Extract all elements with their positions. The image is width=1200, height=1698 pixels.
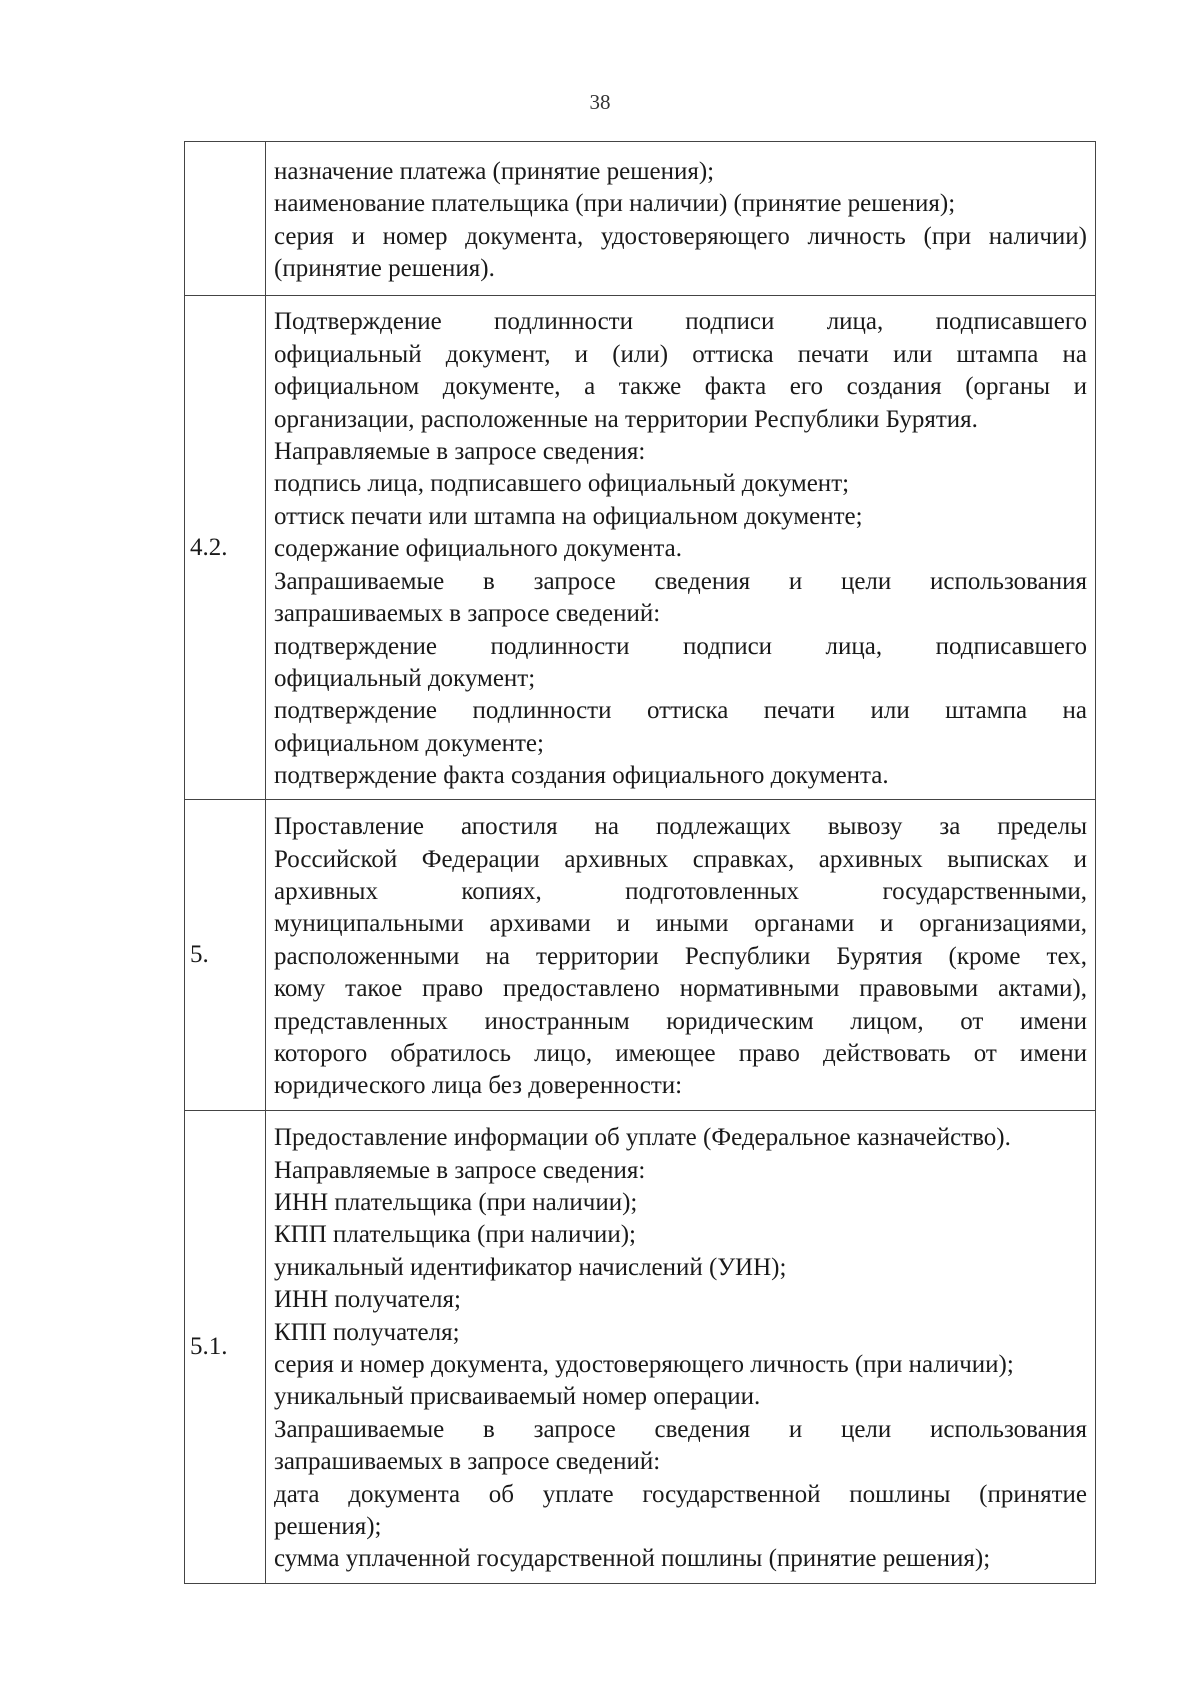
table-row xyxy=(185,142,1096,296)
text-line: подпись лица, подписавшего официальный документ; xyxy=(274,470,850,498)
text-line: архивных копиях, подготовленных государственными, xyxy=(274,877,1087,905)
text-line: КПП получателя; xyxy=(274,1318,460,1346)
text-line: решения); xyxy=(274,1513,382,1541)
row-content-cell xyxy=(266,296,1096,800)
text-line: подтверждение факта создания официального документа. xyxy=(274,762,889,790)
text-line: Подтверждение подлинности подписи лица, подписавшего xyxy=(274,308,1087,336)
text-line: подтверждение подлинности оттиска печати или штампа на xyxy=(274,697,1087,725)
table-row xyxy=(185,296,1096,800)
text-line: Предоставление информации об уплате (Федеральное казначейство). xyxy=(274,1124,1011,1152)
text-line: ИНН плательщика (при наличии); xyxy=(274,1188,638,1216)
text-line: юридического лица без доверенности: xyxy=(274,1072,683,1100)
text-line: Проставление апостиля на подлежащих вывозу за пределы xyxy=(274,813,1087,841)
row-content-cell xyxy=(266,800,1096,1111)
text-line: муниципальными архивами и иными органами и организациями, xyxy=(274,910,1087,938)
text-line: сумма уплаченной государственной пошлины (принятие решения); xyxy=(274,1545,991,1573)
text-line: (принятие решения). xyxy=(274,254,495,282)
text-line: уникальный присваиваемый номер операции. xyxy=(274,1383,761,1411)
text-line: уникальный идентификатор начислений (УИН); xyxy=(274,1253,787,1281)
row-number-cell xyxy=(185,142,266,296)
text-line: дата документа об уплате государственной пошлины (принятие xyxy=(274,1480,1087,1508)
text-line: подтверждение подлинности подписи лица, подписавшего xyxy=(274,632,1087,660)
services-table xyxy=(184,141,1096,1584)
text-line: серия и номер документа, удостоверяющего личность (при наличии) xyxy=(274,222,1087,250)
text-line: серия и номер документа, удостоверяющего личность (при наличии); xyxy=(274,1351,1014,1378)
row-number-cell xyxy=(185,800,266,1111)
row-number: 4.2. xyxy=(190,533,228,561)
row-content-cell xyxy=(266,142,1096,296)
text-line: официальном документе; xyxy=(274,729,544,757)
table-body xyxy=(185,142,1096,1584)
text-line: оттиск печати или штампа на официальном документе; xyxy=(274,502,863,530)
text-line: Российской Федерации архивных справках, архивных выписках и xyxy=(274,845,1087,873)
text-line: официальном документе, а также факта его создания (органы и xyxy=(274,373,1087,401)
text-line: Направляемые в запросе сведения: xyxy=(274,438,646,466)
text-line: Запрашиваемые в запросе сведения и цели использования xyxy=(274,1415,1087,1443)
text-line: которого обратилось лицо, имеющее право действовать от имени xyxy=(274,1040,1087,1068)
text-line: наименование плательщика (при наличии) (принятие решения); xyxy=(274,190,956,218)
text-line: Направляемые в запросе сведения: xyxy=(274,1156,646,1184)
row-content-cell xyxy=(266,1111,1096,1584)
row-number: 5.1. xyxy=(190,1333,228,1360)
text-line: запрашиваемых в запросе сведений: xyxy=(274,600,661,628)
table-row xyxy=(185,800,1096,1111)
text-line: официальный документ; xyxy=(274,664,536,692)
text-line: запрашиваемых в запросе сведений: xyxy=(274,1448,661,1476)
table-row xyxy=(185,1111,1096,1584)
page-number: 38 xyxy=(589,90,611,114)
text-line: кому такое право предоставлено нормативными правовыми актами), xyxy=(274,975,1087,1003)
row-number-cell xyxy=(185,1111,266,1584)
row-number: 5. xyxy=(190,941,209,968)
text-line: КПП плательщика (при наличии); xyxy=(274,1221,636,1249)
row-number-cell xyxy=(185,296,266,800)
text-line: назначение платежа (принятие решения); xyxy=(274,157,715,185)
text-line: представленных иностранным юридическим лицом, от имени xyxy=(274,1007,1087,1035)
text-line: содержание официального документа. xyxy=(274,535,683,563)
text-line: ИНН получателя; xyxy=(274,1286,461,1314)
text-line: официальный документ, и (или) оттиска печати или штампа на xyxy=(274,340,1087,368)
text-line: расположенными на территории Республики Бурятия (кроме тех, xyxy=(274,942,1087,970)
text-line: Запрашиваемые в запросе сведения и цели использования xyxy=(274,567,1087,595)
text-line: организации, расположенные на территории Республики Бурятия. xyxy=(274,405,978,433)
